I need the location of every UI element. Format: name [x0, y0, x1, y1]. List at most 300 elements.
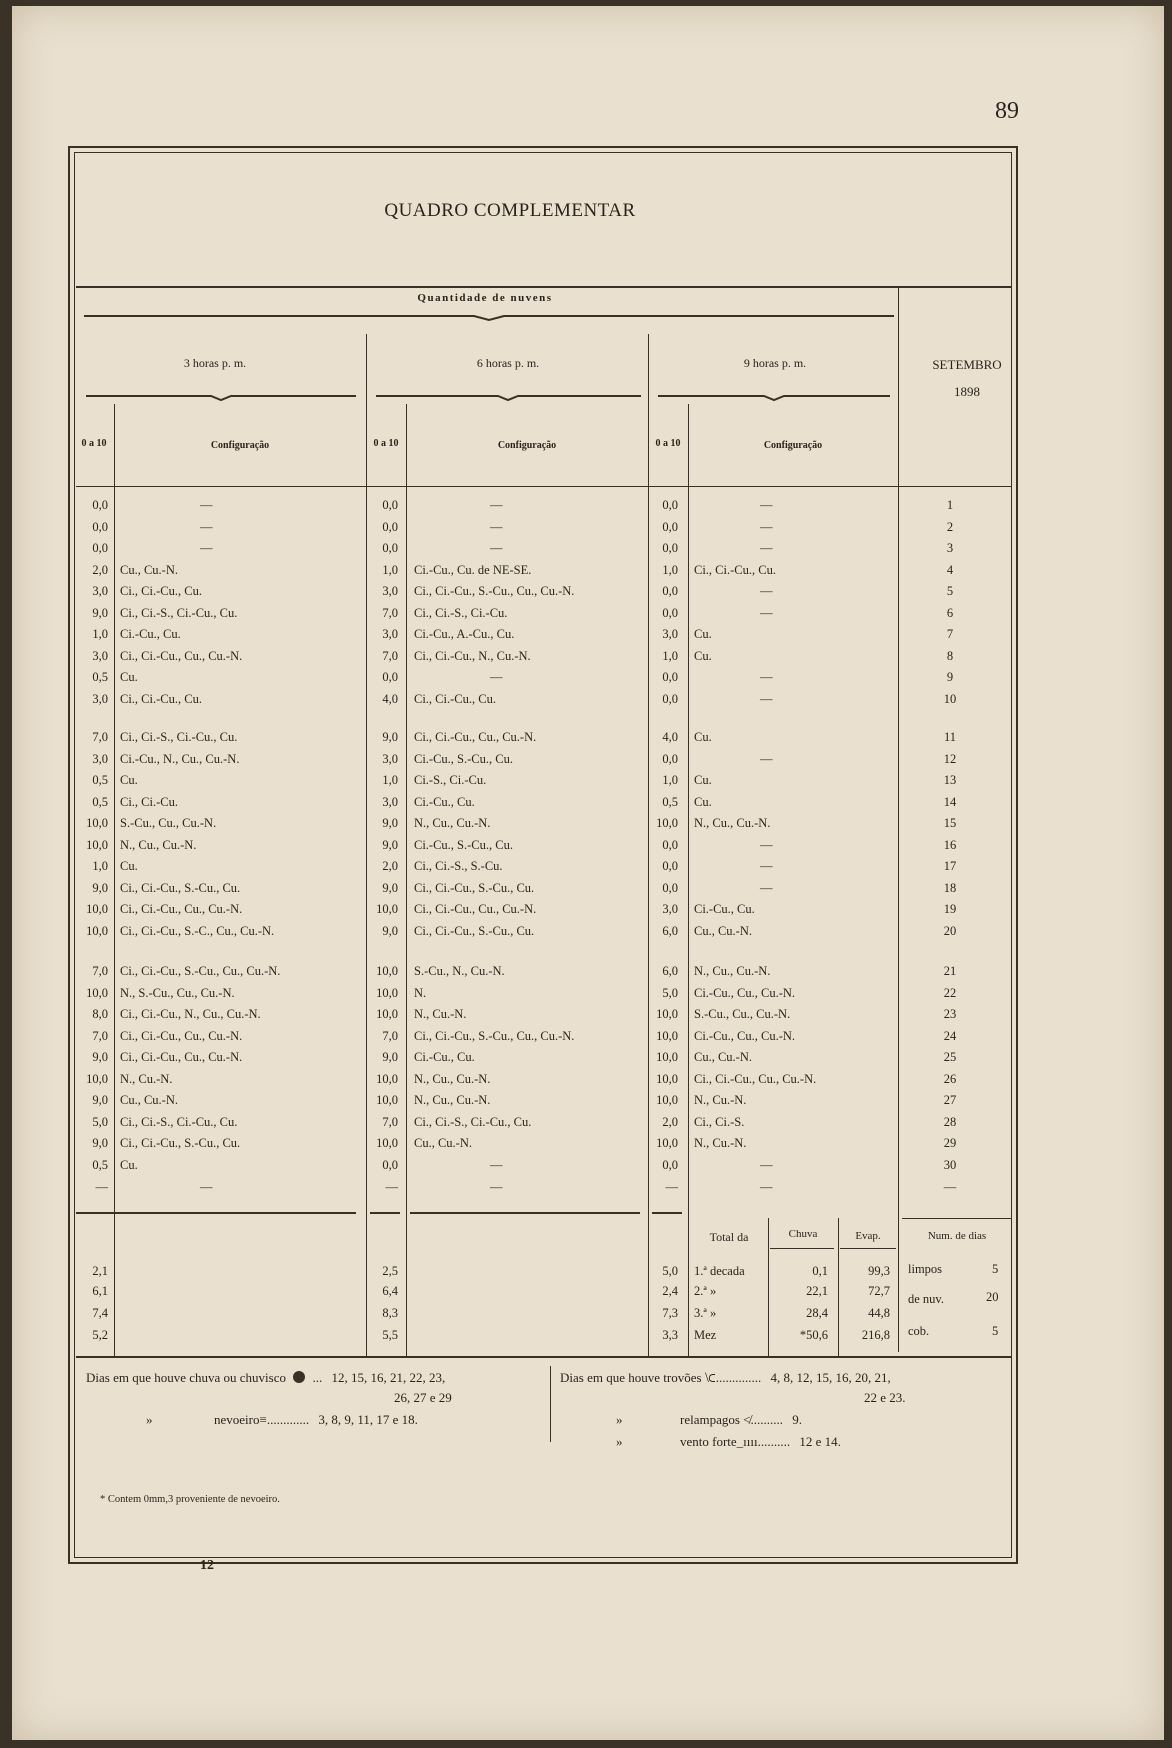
- day-number: 19: [943, 902, 957, 916]
- day-number: 26: [943, 1071, 957, 1086]
- day-number: 25: [943, 1050, 957, 1064]
- config-9h: —: [760, 541, 773, 555]
- scale-label-6h: 0 a 10: [373, 438, 399, 449]
- value-3h: 0,0: [92, 541, 108, 555]
- value-3h: —: [95, 1180, 108, 1194]
- day-number: 20: [943, 923, 957, 938]
- table-row: [70, 1180, 1016, 1200]
- evap-label: Evap.: [855, 1230, 881, 1242]
- day-number: 24: [943, 1028, 957, 1043]
- days-limpos-value: 5: [992, 1262, 999, 1276]
- value-6h: 0,0: [382, 519, 398, 534]
- day-number: 10: [943, 691, 957, 706]
- table-row: [70, 498, 1016, 518]
- value-3h: 3,0: [92, 751, 108, 766]
- value-9h: 1,0: [662, 562, 678, 577]
- total-label: Total da: [709, 1230, 749, 1244]
- table-row: [70, 1136, 1016, 1156]
- table-row: [70, 795, 1016, 815]
- config-3h: Cu., Cu.-N.: [120, 1093, 178, 1107]
- thunder-days-label-text: Dias em que houve trovões: [560, 1370, 702, 1385]
- days-nuv-value: 20: [986, 1290, 999, 1304]
- config-9h: —: [760, 670, 773, 684]
- days-nuv-label: de nuv.: [908, 1292, 944, 1306]
- config-6h: —: [490, 498, 503, 512]
- value-9h: —: [665, 1180, 678, 1194]
- days-cob-label: cob.: [908, 1324, 930, 1338]
- summary-row: [70, 1264, 1016, 1284]
- period-label: 1.ª decada: [694, 1264, 745, 1278]
- config-6h: —: [490, 519, 503, 534]
- config-9h: N., Cu., Cu.-N.: [694, 964, 771, 978]
- year-label: 1898: [954, 384, 980, 399]
- config-3h: —: [200, 1180, 213, 1194]
- config-6h: Ci., Ci.-Cu., S.-Cu., Cu.: [414, 923, 535, 938]
- table-row: [70, 730, 1016, 750]
- config-3h: Ci., Ci.-S., Ci.-Cu., Cu.: [120, 605, 238, 620]
- config-9h: Ci.-Cu., Cu., Cu.-N.: [694, 1028, 796, 1043]
- config-3h: Cu.: [120, 859, 138, 873]
- config-9h: —: [760, 880, 773, 895]
- thunder-days-label: [560, 1370, 891, 1386]
- header-3h: 3 horas p. m.: [183, 356, 247, 370]
- value-9h: 0,0: [662, 670, 678, 684]
- value-6h: 10,0: [376, 985, 398, 1000]
- config-3h: Cu.: [120, 670, 138, 684]
- wind-days-label: [680, 1434, 841, 1450]
- config-9h: —: [760, 498, 773, 512]
- value-6h: 10,0: [376, 1136, 398, 1150]
- lightning-days-label: [680, 1412, 802, 1428]
- value-9h: 0,0: [662, 837, 678, 852]
- config-6h: N.: [414, 985, 427, 1000]
- value-9h: 0,0: [662, 541, 678, 555]
- day-number: 6: [946, 605, 954, 620]
- config-9h: Ci.-Cu., Cu., Cu.-N.: [694, 985, 796, 1000]
- value-6h: 3,0: [382, 794, 398, 809]
- value-6h: 1,0: [382, 773, 398, 787]
- day-number: 23: [943, 1007, 957, 1021]
- table-row: [70, 606, 1016, 626]
- table-row: [70, 924, 1016, 944]
- title-divider: [76, 286, 1012, 288]
- rain-dots: ...: [312, 1370, 323, 1385]
- mean-6h: 6,4: [382, 1284, 398, 1298]
- config-6h: Ci.-S., Ci.-Cu.: [414, 773, 487, 787]
- summary-row: [70, 1306, 1016, 1326]
- config-3h: Ci.-Cu., Cu.: [120, 627, 181, 641]
- day-number: 30: [943, 1157, 957, 1172]
- table-row: [70, 964, 1016, 984]
- config-9h: Cu., Cu.-N.: [694, 923, 752, 938]
- value-6h: 9,0: [382, 923, 398, 938]
- days-limpos-label: limpos: [908, 1262, 943, 1276]
- table-row: [70, 563, 1016, 583]
- value-9h: 3,0: [662, 902, 678, 916]
- value-9h: 0,0: [662, 691, 678, 706]
- rule-9h: [652, 1212, 682, 1214]
- value-6h: 10,0: [376, 964, 398, 978]
- config-6h: —: [490, 1157, 503, 1172]
- config-9h: Cu.: [694, 794, 712, 809]
- config-3h: Ci., Ci.-Cu., S.-Cu., Cu.: [120, 880, 241, 895]
- value-9h: 10,0: [656, 1028, 678, 1043]
- config-9h: —: [760, 751, 773, 766]
- config-3h: Ci., Ci.-S., Ci.-Cu., Cu.: [120, 730, 238, 744]
- value-3h: 0,0: [92, 519, 108, 534]
- day-number: 18: [943, 880, 957, 895]
- config-9h: —: [760, 1180, 773, 1194]
- fog-dots: .............: [266, 1412, 310, 1427]
- config-3h: N., Cu.-N.: [120, 1071, 173, 1086]
- footer-rule: [76, 1356, 1012, 1358]
- config-3h: Cu.: [120, 1157, 138, 1172]
- value-6h: 7,0: [382, 1028, 398, 1043]
- config-9h: S.-Cu., Cu., Cu.-N.: [694, 1007, 791, 1021]
- table-row: [70, 986, 1016, 1006]
- config-9h: —: [760, 859, 773, 873]
- config-9h: Cu.: [694, 648, 712, 663]
- config-6h: Ci.-Cu., Cu. de NE-SE.: [414, 562, 532, 577]
- value-6h: 7,0: [382, 1114, 398, 1129]
- config-9h: Ci., Ci.-Cu., Cu., Cu.-N.: [694, 1071, 817, 1086]
- lightning-icon: ≮: [743, 1412, 751, 1427]
- config-9h: —: [760, 584, 773, 598]
- config-6h: S.-Cu., N., Cu.-N.: [414, 964, 505, 978]
- table-row: [70, 670, 1016, 690]
- value-9h: 2,0: [662, 1114, 678, 1129]
- config-6h: Ci., Ci.-Cu., Cu., Cu.-N.: [414, 902, 537, 916]
- config-6h: —: [490, 541, 503, 555]
- config-6h: Ci., Ci.-S., Ci.-Cu., Cu.: [414, 1114, 532, 1129]
- config-9h: Ci., Ci.-S.: [694, 1114, 745, 1129]
- config-6h: Ci., Ci.-S., Ci.-Cu.: [414, 605, 508, 620]
- value-3h: 9,0: [92, 1050, 108, 1064]
- value-3h: 0,5: [92, 794, 108, 809]
- table-row: [70, 902, 1016, 922]
- config-9h: Cu.: [694, 627, 712, 641]
- config-9h: —: [760, 519, 773, 534]
- signature-mark: 12: [200, 1558, 214, 1573]
- day-number: 14: [943, 794, 957, 809]
- config-3h: Ci., Ci.-Cu., Cu., Cu.-N.: [120, 648, 243, 663]
- config-9h: N., Cu.-N.: [694, 1093, 747, 1107]
- value-9h: 4,0: [662, 730, 678, 744]
- lightning-dots: ..........: [750, 1412, 784, 1427]
- table-row: [70, 692, 1016, 712]
- value-3h: 10,0: [86, 816, 108, 830]
- config-3h: Ci., Ci.-Cu., S.-Cu., Cu., Cu.-N.: [120, 964, 281, 978]
- value-9h: 0,0: [662, 880, 678, 895]
- config-3h: Ci., Ci.-Cu., N., Cu., Cu.-N.: [120, 1007, 261, 1021]
- config-3h: —: [200, 498, 213, 512]
- table-row: [70, 816, 1016, 836]
- config-9h: —: [760, 691, 773, 706]
- value-3h: 2,0: [92, 562, 108, 577]
- thunder-icon: ⟈: [704, 1370, 716, 1385]
- config-3h: Ci., Ci.-Cu., S.-Cu., Cu.: [120, 1136, 241, 1150]
- footnote: * Contem 0mm,3 proveniente de nevoeiro.: [100, 1494, 280, 1505]
- mean-3h: 6,1: [92, 1284, 108, 1298]
- value-9h: 0,0: [662, 584, 678, 598]
- mean-6h: 8,3: [382, 1306, 398, 1320]
- config-3h: Ci., Ci.-Cu.: [120, 794, 178, 809]
- value-9h: 0,0: [662, 498, 678, 512]
- config-6h: N., Cu., Cu.-N.: [414, 816, 491, 830]
- value-6h: 0,0: [382, 670, 398, 684]
- period-evap: 72,7: [868, 1284, 890, 1298]
- table-row: [70, 752, 1016, 772]
- brace-6h: [376, 392, 641, 402]
- value-9h: 3,0: [662, 627, 678, 641]
- value-9h: 1,0: [662, 773, 678, 787]
- value-9h: 6,0: [662, 923, 678, 938]
- table-row: [70, 773, 1016, 793]
- period-evap: 216,8: [861, 1328, 890, 1342]
- value-9h: 0,0: [662, 519, 678, 534]
- value-6h: 9,0: [382, 816, 398, 830]
- header-9h: 9 horas p. m.: [743, 356, 807, 370]
- table-title: QUADRO COMPLEMENTAR: [384, 200, 636, 221]
- table-row: [70, 1158, 1016, 1178]
- config-3h: Ci., Ci.-S., Ci.-Cu., Cu.: [120, 1114, 238, 1129]
- value-9h: 10,0: [656, 1050, 678, 1064]
- rule-3h: [76, 1212, 356, 1214]
- value-3h: 0,5: [92, 773, 108, 787]
- config-label-9h: Configuração: [763, 440, 823, 451]
- rain-days-values-1: 12, 15, 16, 21, 22, 23,: [331, 1370, 446, 1385]
- mean-3h: 5,2: [92, 1328, 108, 1342]
- value-3h: 9,0: [92, 1093, 108, 1107]
- day-number: 29: [943, 1136, 957, 1150]
- table-row: [70, 649, 1016, 669]
- day-number: 3: [946, 541, 954, 555]
- day-number: 22: [943, 985, 957, 1000]
- config-6h: Ci.-Cu., S.-Cu., Cu.: [414, 751, 513, 766]
- config-6h: Ci.-Cu., Cu.: [414, 1050, 475, 1064]
- config-6h: —: [490, 1180, 503, 1194]
- evap-underline: [840, 1248, 896, 1249]
- day-number: —: [943, 1180, 957, 1194]
- config-6h: Cu., Cu.-N.: [414, 1136, 472, 1150]
- config-3h: Ci., Ci.-Cu., Cu., Cu.-N.: [120, 1028, 243, 1043]
- config-9h: Cu.: [694, 773, 712, 787]
- wind-prefix: »: [616, 1434, 623, 1449]
- rule-6h-a: [370, 1212, 400, 1214]
- table-frame: [68, 146, 1018, 1564]
- day-number: 7: [946, 627, 954, 641]
- lightning-days-values: 9.: [792, 1412, 803, 1427]
- table-row: [70, 1115, 1016, 1135]
- config-6h: N., Cu., Cu.-N.: [414, 1093, 491, 1107]
- config-6h: Ci., Ci.-Cu., S.-Cu., Cu., Cu.-N.: [414, 1028, 575, 1043]
- value-9h: 10,0: [656, 1136, 678, 1150]
- config-6h: Ci.-Cu., S.-Cu., Cu.: [414, 837, 513, 852]
- thunder-dots: ..............: [715, 1370, 762, 1385]
- value-3h: 10,0: [86, 923, 108, 938]
- value-6h: 0,0: [382, 541, 398, 555]
- day-number: 2: [946, 519, 954, 534]
- lightning-days-label-text: relampagos: [680, 1412, 740, 1427]
- summary-row: [70, 1284, 1016, 1304]
- period-evap: 44,8: [868, 1306, 890, 1320]
- day-number: 13: [943, 773, 957, 787]
- config-6h: N., Cu.-N.: [414, 1007, 467, 1021]
- config-3h: N., S.-Cu., Cu., Cu.-N.: [120, 985, 235, 1000]
- config-6h: Ci.-Cu., A.-Cu., Cu.: [414, 627, 515, 641]
- fog-days-values: 3, 8, 9, 11, 17 e 18.: [318, 1412, 418, 1427]
- day-number: 8: [946, 648, 954, 663]
- value-6h: 0,0: [382, 498, 398, 512]
- lightning-prefix: »: [616, 1412, 623, 1427]
- config-6h: Ci.-Cu., Cu.: [414, 794, 475, 809]
- period-label: 3.ª »: [694, 1306, 717, 1320]
- day-number: 5: [946, 584, 954, 598]
- wind-dots: ..........: [757, 1434, 791, 1449]
- config-9h: Ci.-Cu., Cu.: [694, 902, 755, 916]
- config-3h: —: [200, 541, 213, 555]
- config-3h: Ci., Ci.-Cu., Cu., Cu.-N.: [120, 902, 243, 916]
- header-6h: 6 horas p. m.: [476, 356, 540, 370]
- config-6h: Ci., Ci.-Cu., S.-Cu., Cu., Cu.-N.: [414, 584, 575, 598]
- value-3h: 9,0: [92, 880, 108, 895]
- value-6h: 7,0: [382, 605, 398, 620]
- month-label: SETEMBRO: [932, 357, 1002, 372]
- scale-label-9h: 0 a 10: [655, 438, 681, 449]
- config-9h: —: [760, 837, 773, 852]
- period-chuva: *50,6: [799, 1328, 828, 1342]
- value-3h: 0,5: [92, 670, 108, 684]
- config-9h: Cu.: [694, 730, 712, 744]
- config-3h: N., Cu., Cu.-N.: [120, 837, 197, 852]
- value-3h: 7,0: [92, 1028, 108, 1043]
- value-3h: 9,0: [92, 1136, 108, 1150]
- value-9h: 0,0: [662, 751, 678, 766]
- value-9h: 10,0: [656, 1071, 678, 1086]
- config-label-3h: Configuração: [210, 440, 270, 451]
- config-3h: Cu.: [120, 773, 138, 787]
- day-number: 21: [943, 964, 957, 978]
- day-number: 12: [943, 751, 957, 766]
- period-label: 2.ª »: [694, 1284, 717, 1298]
- footer-divider: [550, 1366, 551, 1442]
- wind-days-label-text: vento forte: [680, 1434, 737, 1449]
- rain-days-label-text: Dias em que houve chuva ou chuvisco: [86, 1370, 287, 1385]
- value-9h: 6,0: [662, 964, 678, 978]
- mean-9h: 5,0: [662, 1264, 678, 1278]
- config-3h: Ci., Ci.-Cu., Cu., Cu.-N.: [120, 1050, 243, 1064]
- wind-icon: _ıııı: [736, 1434, 758, 1449]
- value-3h: 9,0: [92, 605, 108, 620]
- wind-days-values: 12 e 14.: [799, 1434, 841, 1449]
- table-row: [70, 1050, 1016, 1070]
- rain-days-label: [86, 1370, 445, 1386]
- config-3h: Ci., Ci.-Cu., Cu.: [120, 584, 202, 598]
- table-row: [70, 1029, 1016, 1049]
- mean-3h: 2,1: [92, 1264, 108, 1278]
- config-9h: N., Cu., Cu.-N.: [694, 816, 771, 830]
- value-6h: 3,0: [382, 627, 398, 641]
- table-row: [70, 541, 1016, 561]
- config-9h: Ci., Ci.-Cu., Cu.: [694, 562, 776, 577]
- value-6h: 7,0: [382, 648, 398, 663]
- value-6h: 9,0: [382, 1050, 398, 1064]
- config-6h: Ci., Ci.-S., S.-Cu.: [414, 859, 503, 873]
- fog-days-label-text: nevoeiro: [214, 1412, 260, 1427]
- value-3h: 3,0: [92, 691, 108, 706]
- value-9h: 10,0: [656, 1093, 678, 1107]
- brace-3h: [86, 392, 356, 402]
- value-6h: 10,0: [376, 1071, 398, 1086]
- day-number: 11: [943, 730, 957, 744]
- table-row: [70, 838, 1016, 858]
- rule-days: [902, 1218, 1012, 1219]
- config-3h: S.-Cu., Cu., Cu.-N.: [120, 816, 217, 830]
- table-row: [70, 1007, 1016, 1027]
- value-3h: 1,0: [92, 627, 108, 641]
- mean-9h: 3,3: [662, 1328, 678, 1342]
- rule-6h-b: [410, 1212, 640, 1214]
- num-dias-label: Num. de dias: [927, 1230, 987, 1242]
- config-6h: Ci., Ci.-Cu., Cu., Cu.-N.: [414, 730, 537, 744]
- brace-9h: [658, 392, 890, 402]
- table-row: [70, 584, 1016, 604]
- value-9h: 0,5: [662, 794, 678, 809]
- value-6h: 9,0: [382, 880, 398, 895]
- period-evap: 99,3: [868, 1264, 890, 1278]
- scale-label-3h: 0 a 10: [81, 438, 107, 449]
- day-number: 15: [943, 816, 957, 830]
- header-bottom-rule: [76, 486, 1012, 487]
- config-3h: Ci.-Cu., N., Cu., Cu.-N.: [120, 751, 240, 766]
- value-9h: 0,0: [662, 605, 678, 620]
- thunder-days-values-2: 22 e 23.: [864, 1390, 906, 1405]
- value-6h: 1,0: [382, 562, 398, 577]
- value-9h: 0,0: [662, 859, 678, 873]
- value-6h: 2,0: [382, 859, 398, 873]
- fog-icon: ≡: [259, 1412, 267, 1427]
- value-3h: 8,0: [92, 1007, 108, 1021]
- value-6h: 0,0: [382, 1157, 398, 1172]
- config-6h: Ci., Ci.-Cu., S.-Cu., Cu.: [414, 880, 535, 895]
- table-row: [70, 1093, 1016, 1113]
- value-9h: 5,0: [662, 985, 678, 1000]
- value-3h: 10,0: [86, 902, 108, 916]
- config-6h: Ci., Ci.-Cu., Cu.: [414, 691, 496, 706]
- fog-days-label: [214, 1412, 418, 1428]
- mean-6h: 5,5: [382, 1328, 398, 1342]
- config-3h: —: [200, 519, 213, 534]
- day-number: 28: [943, 1114, 957, 1129]
- value-3h: 1,0: [92, 859, 108, 873]
- day-number: 9: [946, 670, 954, 684]
- day-number: 4: [946, 562, 954, 577]
- quantity-brace: [84, 312, 894, 322]
- value-9h: 10,0: [656, 1007, 678, 1021]
- page-number: 89: [995, 98, 1019, 124]
- thunder-days-values-1: 4, 8, 12, 15, 16, 20, 21,: [770, 1370, 891, 1385]
- period-chuva: 22,1: [806, 1284, 828, 1298]
- value-9h: 0,0: [662, 1157, 678, 1172]
- day-number: 1: [946, 498, 954, 512]
- value-3h: 7,0: [92, 730, 108, 744]
- config-9h: Cu., Cu.-N.: [694, 1050, 752, 1064]
- value-9h: 10,0: [656, 816, 678, 830]
- mean-6h: 2,5: [382, 1264, 398, 1278]
- value-3h: 10,0: [86, 837, 108, 852]
- table-row: [70, 881, 1016, 901]
- config-3h: Ci., Ci.-Cu., S.-C., Cu., Cu.-N.: [120, 923, 275, 938]
